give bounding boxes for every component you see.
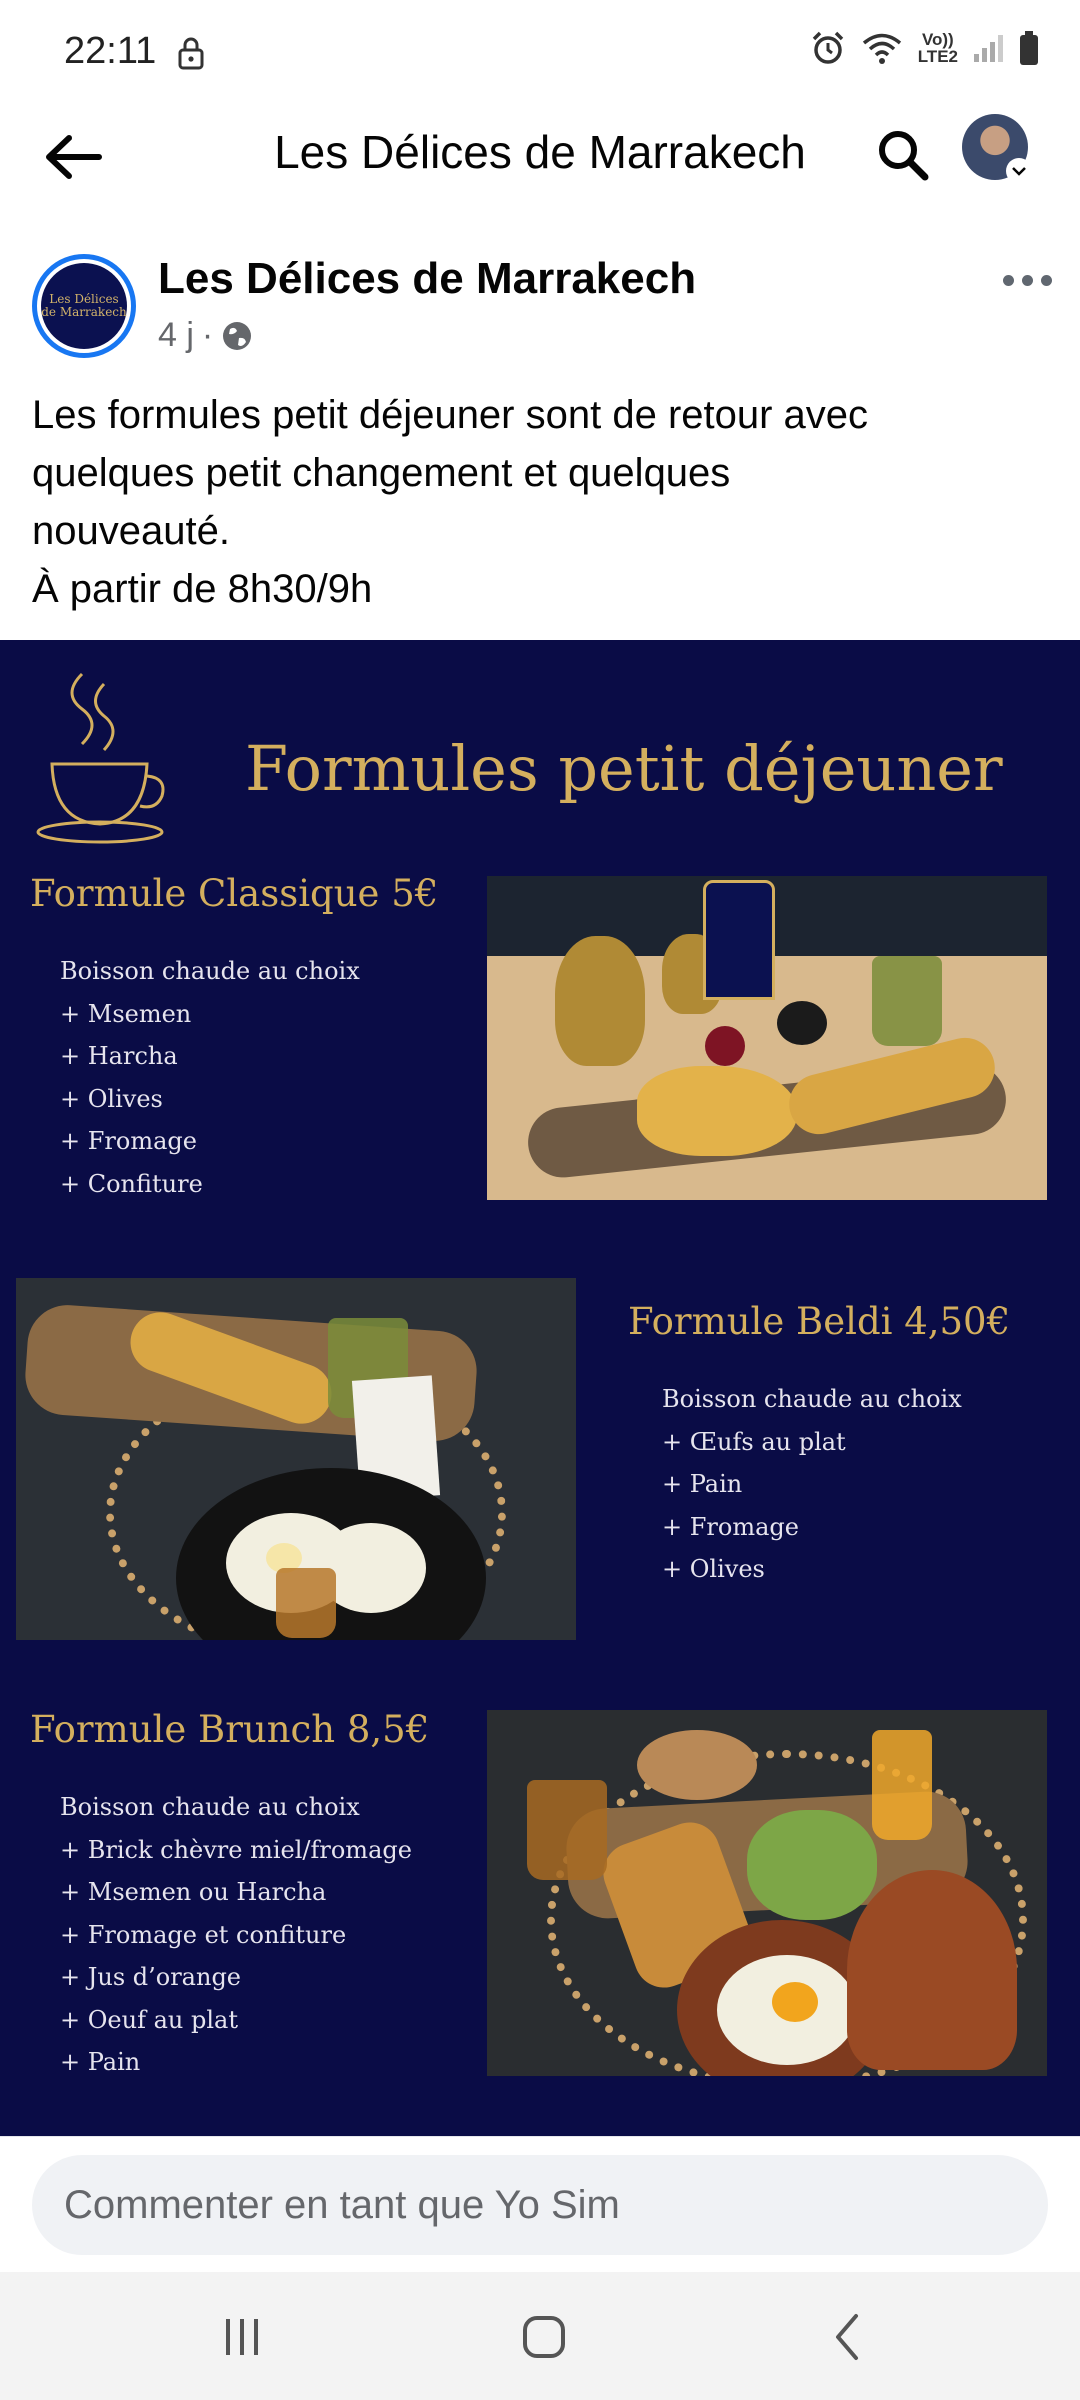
- menu-item: + Harcha: [60, 1042, 178, 1070]
- lock-icon: [178, 36, 204, 70]
- page-logo: Les Délices de Marrakech: [41, 263, 127, 349]
- alarm-icon: [810, 30, 846, 66]
- menu-item: + Olives: [60, 1084, 163, 1113]
- post-author[interactable]: Les Délices de Marrakech: [158, 254, 697, 303]
- app-bar: [0, 100, 1080, 200]
- formula-brunch-photo: [487, 1710, 1047, 2076]
- meta-separator: ·: [201, 316, 214, 354]
- menu-item: Boisson chaude au choix: [60, 957, 360, 985]
- formula-classique-photo: [487, 876, 1047, 1200]
- coffee-cup-icon: [32, 654, 172, 854]
- formula-beldi-title: Formule Beldi 4,50€: [628, 1300, 1011, 1343]
- status-bar: [0, 0, 1080, 100]
- chevron-down-icon[interactable]: [1006, 158, 1032, 184]
- comment-bar: [0, 2136, 1080, 2273]
- search-button[interactable]: [868, 120, 938, 190]
- post-image-menu[interactable]: [0, 640, 1080, 2136]
- back-icon: [828, 2312, 868, 2362]
- menu-item: Boisson chaude au choix: [60, 1793, 360, 1821]
- lte-label: LTE2: [917, 47, 958, 66]
- system-nav-bar: [0, 2272, 1080, 2400]
- post-header: [0, 240, 1080, 370]
- menu-item: + Msemen: [60, 999, 192, 1028]
- dot-icon: [1022, 275, 1033, 286]
- comment-input[interactable]: Commenter en tant que Yo Sim: [32, 2155, 1048, 2255]
- wifi-icon: [860, 30, 904, 66]
- post-text: [32, 386, 1052, 618]
- formula-beldi-photo: [16, 1278, 576, 1640]
- formula-classique-title: Formule Classique 5€: [30, 872, 439, 915]
- menu-item: + Msemen ou Harcha: [60, 1878, 327, 1906]
- search-icon: [875, 127, 931, 183]
- post-text-line: Les formules petit déjeuner sont de retour avec: [32, 393, 869, 437]
- post-time[interactable]: 4 j: [158, 316, 194, 354]
- menu-item: + Oeuf au plat: [60, 2005, 238, 2034]
- formula-classique-items: [60, 950, 360, 1205]
- post-text-line: quelques petit changement et quelques: [32, 451, 731, 495]
- dot-icon: [1003, 275, 1014, 286]
- page-title: Les Délices de Marrakech: [274, 126, 806, 178]
- post-text-line: nouveauté.: [32, 509, 230, 553]
- dot-icon: [1041, 275, 1052, 286]
- more-options-button[interactable]: [992, 260, 1062, 300]
- menu-item: + Pain: [662, 1470, 743, 1498]
- page-avatar[interactable]: [32, 254, 136, 358]
- recent-apps-icon: [220, 2315, 264, 2359]
- formula-beldi-items: [662, 1378, 962, 1591]
- network-type-label: [918, 31, 958, 65]
- formula-brunch-items: [60, 1786, 412, 2084]
- status-time: 22:11: [64, 30, 157, 72]
- back-nav-button[interactable]: [798, 2302, 898, 2372]
- menu-item: + Pain: [60, 2048, 141, 2076]
- menu-item: + Confiture: [60, 1169, 203, 1198]
- battery-icon: [1018, 30, 1040, 66]
- menu-item: + Fromage et confiture: [60, 1920, 347, 1949]
- formula-brunch-title: Formule Brunch 8,5€: [30, 1708, 430, 1751]
- menu-item: + Œufs au plat: [662, 1427, 846, 1456]
- status-icons: [810, 30, 1040, 66]
- menu-item: + Brick chèvre miel/fromage: [60, 1835, 412, 1864]
- post-meta: [158, 316, 253, 355]
- menu-item: + Jus d’orange: [60, 1963, 242, 1991]
- signal-icon: [972, 32, 1004, 64]
- home-button[interactable]: [494, 2302, 594, 2372]
- volte-label: Vo)): [921, 30, 954, 49]
- recent-apps-button[interactable]: [192, 2302, 292, 2372]
- post-text-line: À partir de 8h30/9h: [32, 567, 373, 611]
- menu-item: + Fromage: [662, 1512, 799, 1541]
- home-icon: [521, 2314, 567, 2360]
- menu-item: Boisson chaude au choix: [662, 1385, 962, 1413]
- menu-item: + Olives: [662, 1555, 765, 1583]
- globe-icon: [221, 320, 253, 352]
- menu-title: Formules petit déjeuner: [245, 732, 1003, 805]
- menu-item: + Fromage: [60, 1127, 197, 1155]
